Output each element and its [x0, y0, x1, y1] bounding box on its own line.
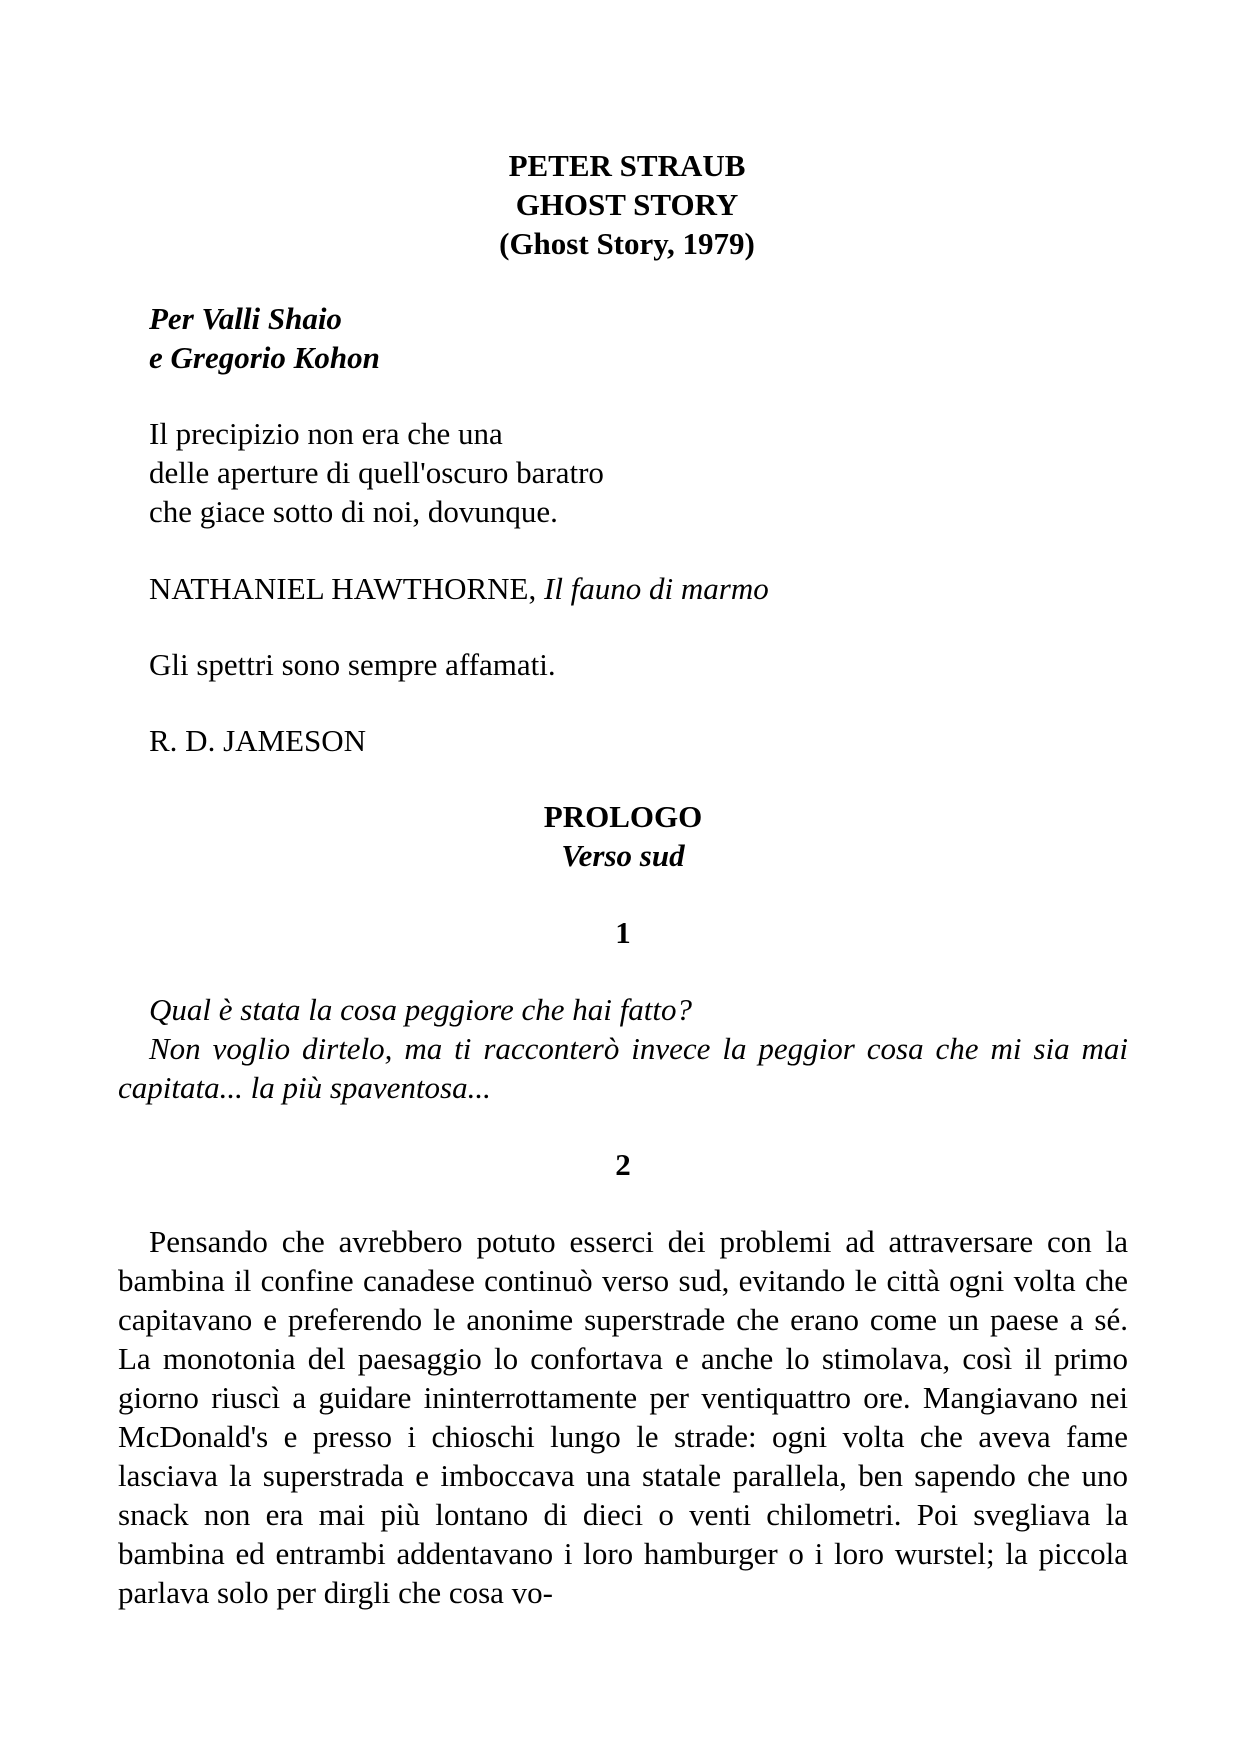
prologue-title: PROLOGO	[543, 799, 703, 834]
epigraph-attribution	[118, 569, 1128, 608]
original-title: (Ghost Story, 1979)	[499, 226, 755, 261]
epigraph-line: che giace sotto di noi, dovunque.	[149, 494, 558, 529]
body-paragraph: Pensando che avrebbero potuto esserci dei problemi ad attraversare con la bambina il confine canadese continuò verso sud, evitando le città ogni volta che capitavano e preferendo le anonime superstrade che erano come un paese a sé. La monotonia del paesaggio lo confortava e anche lo stimolava, così il primo giorno riuscì a guidare ininterrottamente per ventiquattro ore. Mangiavano nei McDonald's e presso i chioschi lungo le strade: ogni volta che aveva fame lasciava la superstrada e imboccava una statale parallela, ben sapendo che uno snack non era mai più lontano di dieci o venti chilometri. Poi svegliava la bambina ed entrambi addentavano i loro hamburger o i loro wurstel; la piccola parlava solo per dirgli che cosa vo-	[118, 1224, 1128, 1610]
dedication-line: Per Valli Shaio	[149, 301, 342, 336]
attribution-work: Il fauno di marmo	[544, 571, 769, 606]
prologue-subtitle: Verso sud	[561, 838, 685, 873]
epigraph	[118, 414, 1128, 531]
second-epigraph	[118, 645, 1128, 684]
epigraph-line: Gli spettri sono sempre affamati.	[149, 647, 556, 682]
second-epigraph-attribution	[118, 721, 1128, 760]
section-2-text	[118, 1222, 1128, 1612]
section-1-text	[118, 990, 1128, 1107]
dedication	[118, 299, 1128, 377]
section-number: 1	[615, 915, 631, 950]
dedication-line: e Gregorio Kohon	[149, 340, 380, 375]
dialogue-answer: Non voglio dirtelo, ma ti racconterò invece la peggior cosa che mi sia mai capitata... la più spaventosa...	[118, 1031, 1128, 1105]
section-number: 2	[615, 1147, 631, 1182]
title-block	[118, 146, 1128, 263]
epigraph-line: delle aperture di quell'oscuro baratro	[149, 455, 604, 490]
prologue-heading	[118, 797, 1128, 875]
author-name: PETER STRAUB	[508, 148, 746, 183]
epigraph-line: Il precipizio non era che una	[149, 416, 503, 451]
attribution-author: NATHANIEL HAWTHORNE,	[149, 571, 537, 606]
document-page	[118, 146, 1128, 1612]
dialogue-question: Qual è stata la cosa peggiore che hai fatto?	[149, 992, 692, 1027]
book-title: GHOST STORY	[515, 187, 739, 222]
attribution-author: R. D. JAMESON	[149, 723, 367, 758]
